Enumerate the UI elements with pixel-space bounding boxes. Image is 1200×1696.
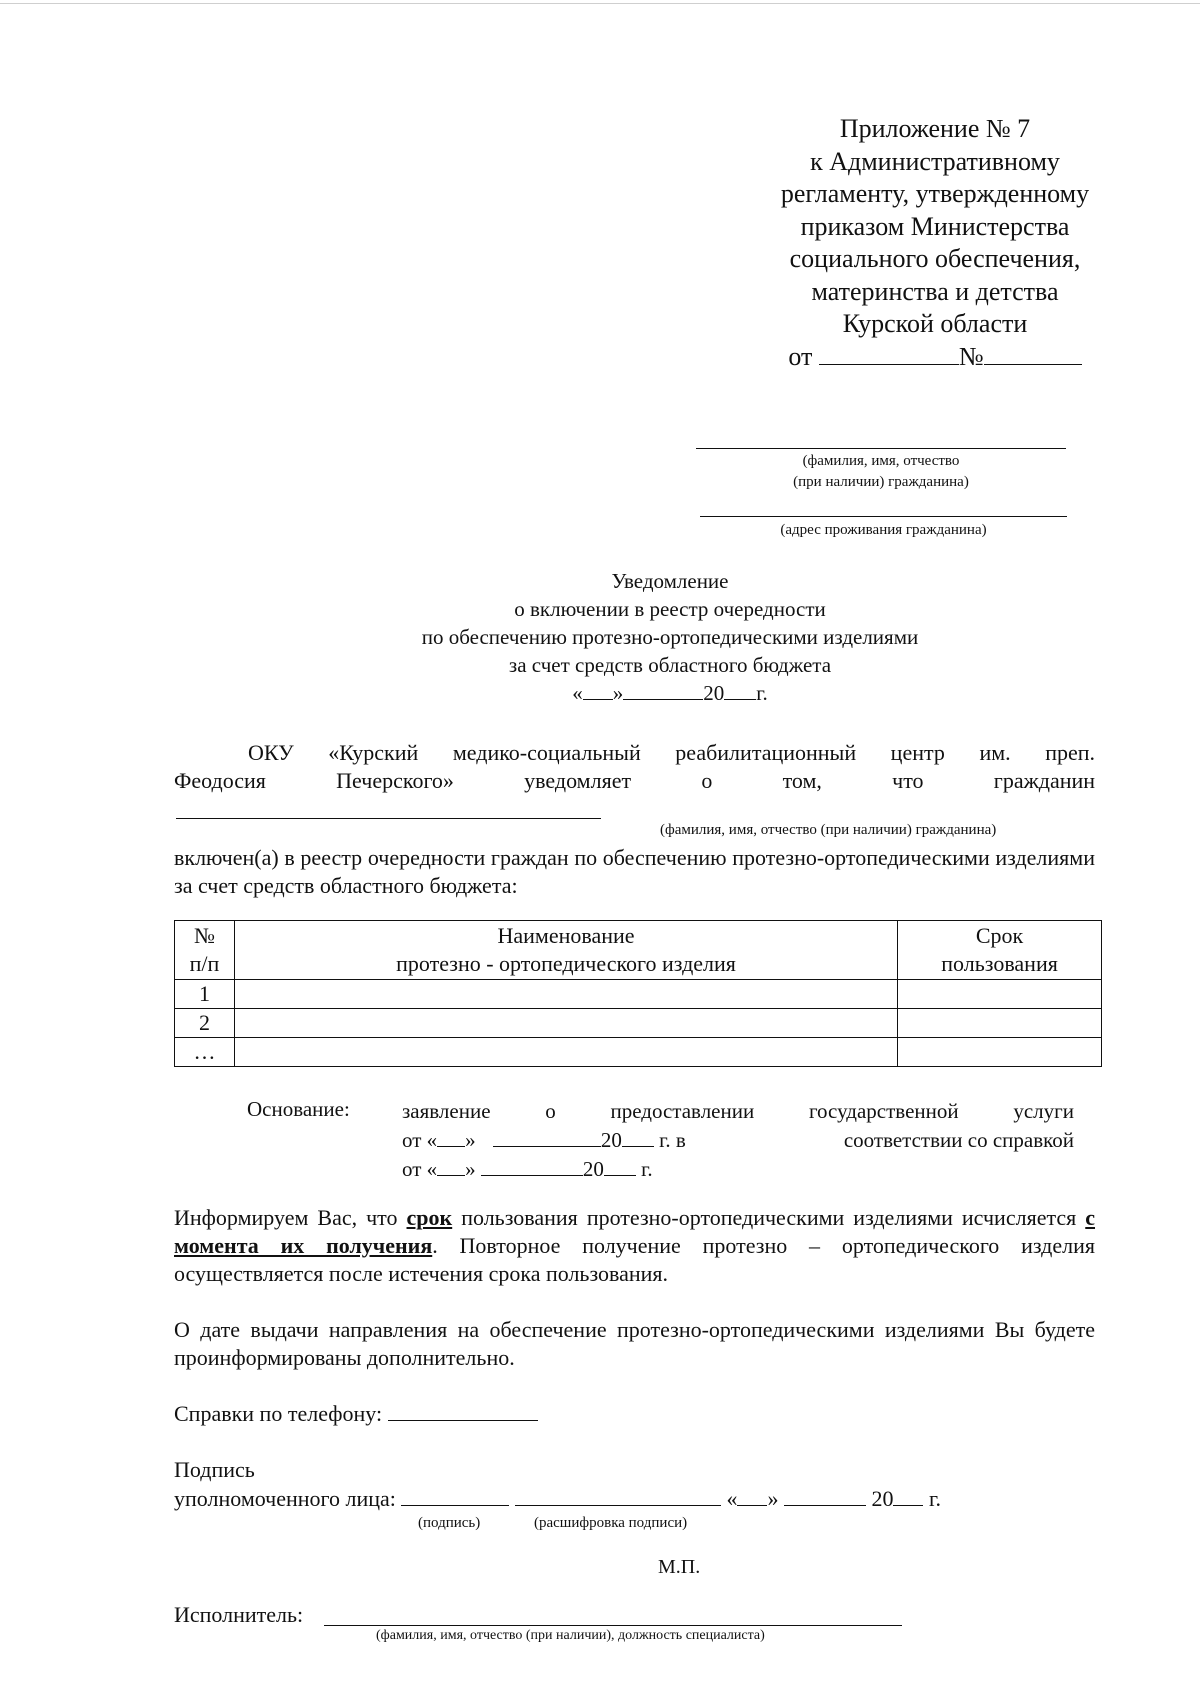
quote-open: «	[572, 681, 583, 705]
word: реабилитационный	[675, 740, 857, 765]
header-text: п/п	[189, 951, 220, 976]
word: о	[545, 1099, 556, 1123]
year-blank[interactable]	[622, 1126, 654, 1147]
word: том,	[782, 768, 822, 793]
word: центр	[890, 740, 945, 765]
quote-close: »	[465, 1128, 476, 1152]
inform-paragraph	[174, 1204, 1095, 1288]
number-label: №	[958, 341, 984, 371]
word: им.	[979, 740, 1011, 765]
year-blank[interactable]	[604, 1155, 636, 1176]
signature-line	[174, 1485, 941, 1513]
year-prefix: 20	[703, 681, 725, 705]
quote-close: »	[612, 681, 624, 705]
from-label: от	[402, 1157, 422, 1181]
intro-line-2	[174, 767, 1095, 795]
year-prefix: 20	[871, 1486, 894, 1511]
header-text: №	[193, 923, 215, 948]
cell-name[interactable]	[234, 1009, 897, 1038]
executor-line[interactable]	[324, 1625, 902, 1626]
title-line: о включении в реестр очередности	[514, 597, 826, 621]
cell-number: …	[175, 1038, 235, 1067]
basis-block	[402, 1097, 1074, 1184]
from-label: от	[402, 1128, 422, 1152]
word: уведомляет	[524, 768, 632, 793]
table-header-row	[175, 921, 1102, 980]
date-info-paragraph: О дате выдачи направления на обеспечение протезно-ортопедическими изделиями Вы будете проинформированы дополнительно.	[174, 1317, 1095, 1370]
year-suffix: г.	[756, 681, 768, 705]
basis-line-2	[402, 1126, 1074, 1155]
year-blank[interactable]	[724, 679, 756, 700]
word: предоставлении	[610, 1099, 755, 1123]
year-suffix: г. в	[659, 1128, 686, 1152]
word: о	[701, 768, 713, 793]
title-line: за счет средств областного бюджета	[508, 653, 832, 677]
items-table	[174, 920, 1102, 1067]
quote-open: «	[426, 1157, 438, 1181]
executor-caption: (фамилия, имя, отчество (при наличии), должность специалиста)	[376, 1628, 765, 1643]
header-text: пользования	[941, 951, 1058, 976]
appendix-header	[700, 113, 1170, 373]
cell-number: 1	[175, 980, 235, 1009]
word: медико-социальный	[452, 740, 641, 765]
caption-line: (при наличии) гражданина)	[793, 474, 969, 490]
word: государственной	[808, 1099, 959, 1123]
accordance-text: соответствии со справкой	[843, 1128, 1074, 1152]
word: Печерского»	[336, 768, 454, 793]
word: что	[892, 768, 924, 793]
word: Феодосия	[174, 768, 266, 793]
title-date	[300, 679, 1040, 707]
year-suffix: г.	[928, 1486, 941, 1511]
table-row	[175, 980, 1102, 1009]
appendix-line: Приложение № 7	[839, 114, 1031, 143]
cell-term[interactable]	[898, 1009, 1102, 1038]
included-text: включен(а) в реестр очередности граждан по обеспечению протезно-ортопедическими изделиями за счет средств областного бюджета:	[174, 845, 1095, 898]
title-line: по обеспечению протезно-ортопедическими изделиями	[421, 625, 919, 649]
word: ОКУ	[248, 740, 294, 765]
inform-text: . Повторное получение протезно – ортопедического изделия осуществляется после истечения срока пользования.	[174, 1233, 1095, 1286]
signature-label-2: уполномоченного лица:	[174, 1486, 396, 1511]
recipient-address-line[interactable]	[700, 516, 1067, 517]
month-blank[interactable]	[481, 1155, 583, 1176]
quote-close: »	[767, 1486, 779, 1511]
quote-open: «	[426, 1128, 438, 1152]
scan-top-edge	[0, 3, 1200, 4]
word: преп.	[1045, 740, 1096, 765]
sign-blank[interactable]	[401, 1485, 509, 1506]
appendix-line: к Административному	[810, 146, 1060, 176]
title-line: Уведомление	[611, 569, 729, 593]
phone-label: Справки по телефону:	[174, 1401, 383, 1426]
recipient-name-line[interactable]	[696, 448, 1066, 449]
moment-phrase: с момента их получения	[174, 1205, 1096, 1258]
inform-text: Информируем Вас, что	[174, 1205, 398, 1230]
appendix-line: приказом Министерства	[800, 211, 1070, 241]
decode-blank[interactable]	[515, 1485, 721, 1506]
appendix-line: материнства и детства	[811, 276, 1059, 306]
word: гражданин	[993, 768, 1096, 793]
executor-label: Исполнитель:	[174, 1602, 304, 1627]
month-blank[interactable]	[623, 679, 703, 700]
appendix-line: Курской области	[842, 309, 1028, 338]
table-row	[175, 1038, 1102, 1067]
decode-caption: (расшифровка подписи)	[534, 1515, 688, 1531]
quote-close: »	[465, 1157, 476, 1181]
header-number	[175, 921, 235, 980]
header-name	[234, 921, 897, 980]
year-blank[interactable]	[893, 1485, 923, 1506]
month-blank[interactable]	[784, 1485, 866, 1506]
day-blank[interactable]	[437, 1155, 465, 1176]
header-term	[898, 921, 1102, 980]
table-row	[175, 1009, 1102, 1038]
cell-name[interactable]	[234, 1038, 897, 1067]
recipient-name-caption	[696, 451, 1066, 493]
basis-line-3	[402, 1155, 1074, 1184]
day-blank[interactable]	[437, 1126, 465, 1147]
number-blank[interactable]	[984, 344, 1082, 365]
year-suffix: г.	[641, 1157, 653, 1181]
stamp-place: М.П.	[658, 1556, 701, 1578]
cell-term[interactable]	[898, 1038, 1102, 1067]
word: заявление	[402, 1099, 491, 1123]
cell-term[interactable]	[898, 980, 1102, 1009]
recipient-address-caption: (адрес проживания гражданина)	[780, 522, 987, 538]
word: «Курский	[328, 740, 419, 765]
header-text: Наименование	[497, 923, 635, 948]
citizen-name-line[interactable]	[176, 818, 601, 819]
day-blank[interactable]	[583, 679, 613, 700]
cell-number: 2	[175, 1009, 235, 1038]
month-blank[interactable]	[493, 1126, 601, 1147]
year-prefix: 20	[600, 1128, 622, 1152]
header-text: протезно - ортопедического изделия	[396, 951, 736, 976]
caption-line: (фамилия, имя, отчество	[802, 453, 960, 469]
appendix-line: регламенту, утвержденному	[780, 179, 1090, 208]
term-word: срок	[406, 1205, 453, 1230]
sign-caption: (подпись)	[418, 1515, 481, 1531]
inform-text: пользования протезно-ортопедическими изделиями исчисляется	[461, 1205, 1077, 1230]
intro-line-1	[248, 739, 1095, 767]
basis-line-1	[402, 1097, 1074, 1126]
appendix-line: социального обеспечения,	[789, 244, 1081, 273]
phone-line	[174, 1400, 538, 1428]
phone-blank[interactable]	[388, 1400, 538, 1421]
year-prefix: 20	[582, 1157, 604, 1181]
signature-label-1: Подпись	[174, 1457, 255, 1482]
date-blank[interactable]	[819, 344, 959, 365]
day-blank[interactable]	[737, 1485, 767, 1506]
header-text: Срок	[975, 923, 1024, 948]
quote-open: «	[726, 1486, 738, 1511]
notice-title	[300, 567, 1040, 707]
basis-label: Основание:	[247, 1097, 350, 1121]
word: услуги	[1013, 1099, 1074, 1123]
appendix-date-number	[700, 341, 1170, 374]
from-label: от	[788, 341, 813, 371]
citizen-name-caption: (фамилия, имя, отчество (при наличии) гражданина)	[660, 822, 997, 838]
cell-name[interactable]	[234, 980, 897, 1009]
